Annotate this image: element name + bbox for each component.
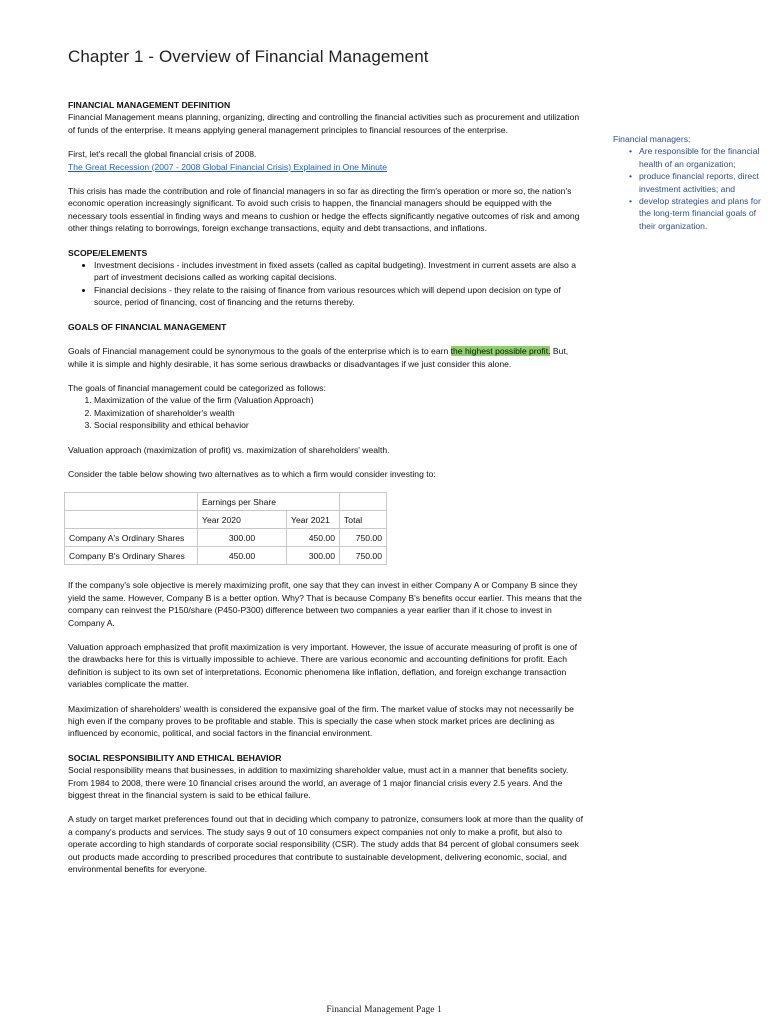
great-recession-link[interactable]: The Great Recession (2007 - 2008 Global Financial Crisis) Explained in One Minute [68,161,388,172]
row-label: Company B's Ordinary Shares [65,547,198,565]
scope-heading: SCOPE/ELEMENTS [68,247,148,258]
analysis-paragraph-3: Maximization of shareholders' wealth is considered the expansive goal of the firm. The market value of stocks may not necessarily be high even if the company proves to be profitable and stable. This is specially the case when stock market prices are declining as influenced by economic, political, and social factors in the financial environment. [68,703,574,739]
table-corner-cell [65,511,198,529]
column-header: Year 2020 [198,511,287,529]
table-cell: 750.00 [340,529,387,547]
goals-list [68,394,588,431]
highlighted-phrase: the highest possible profit. [450,346,551,357]
table-column-row [65,511,387,529]
table-cell: 450.00 [198,547,287,565]
earnings-table [64,492,387,565]
column-header: Total [340,511,387,529]
sidebar-heading: Financial managers: [613,134,691,144]
table-row [65,529,387,547]
table-header-row [65,493,387,511]
goal-item-1: 1. Maximization of the value of the firm (Valuation Approach) [94,394,588,406]
goal-item-3: 3. Social responsibility and ethical behavior [94,419,588,431]
table-corner-cell [65,493,198,511]
row-label: Company A's Ordinary Shares [65,529,198,547]
goals-list-intro: The goals of financial management could be categorized as follows: [68,382,326,393]
social-heading: SOCIAL RESPONSIBILITY AND ETHICAL BEHAVIOR [68,752,282,763]
column-header: Year 2021 [287,511,340,529]
main-content [68,99,588,887]
table-row [65,547,387,565]
table-cell: 300.00 [287,547,340,565]
page-title: Chapter 1 - Overview of Financial Management [68,47,429,66]
scope-list [68,259,588,309]
crisis-intro: First, let's recall the global financial crisis of 2008. [68,149,257,160]
crisis-text: This crisis has made the contribution and role of financial managers in so far as directing the firm's operation or more so, the nation's economic operation increasingly significant. To avoid such crisis to happen, the financial managers should be equipped with the necessary tools essential in finding ways and means to cushion or hedge the effects significantly negative outcomes of risk and among other things relating to borrowings, foreign exchange transactions, equity and debt transactions, and inflations. [68,186,580,234]
sidebar-note [613,133,763,232]
sidebar-list [613,145,763,232]
scope-item-investment: • Investment decisions - includes investment in fixed assets (called as capital budgeting). Investment in current assets are also a part of investment decisions called as working capital decisions. [94,259,588,284]
goals-text-after: But, while it is simple and highly desirable, it has some serious drawbacks or disadvantages if we just consider this alone. [68,346,569,369]
sidebar-item: • produce financial reports, direct investment activities; and [629,170,763,195]
definition-heading: FINANCIAL MANAGEMENT DEFINITION [68,100,231,110]
page-footer: Financial Management Page 1 [326,1005,442,1015]
goals-heading: GOALS OF FINANCIAL MANAGEMENT [68,321,227,332]
sidebar-item: • Are responsible for the financial health of an organization; [629,145,763,170]
valuation-title: Valuation approach (maximization of profit) vs. maximization of shareholders' wealth. [68,444,390,455]
table-empty-cell [340,493,387,511]
table-cell: 450.00 [287,529,340,547]
social-paragraph-2: A study on target market preferences found out that in deciding which company to patronize, consumers look at more than the quality of a company's products and services. The study says 9 out of 10 consumers expect companies not only to make a profit, but also to operate according to high standards of corporate social responsibility (CSR). The study adds that 84 percent of global consumers seek out products made according to prescribed procedures that contribute to sustainable development, delivering economic, social, and environmental benefits for everyone. [68,814,583,875]
scope-item-financial: • Financial decisions - they relate to the raising of finance from various resources which will depend upon decision on type of source, period of financing, cost of financing and the returns thereby. [94,284,588,309]
analysis-paragraph-2: Valuation approach emphasized that profit maximization is very important. However, the issue of accurate measuring of profit is one of the drawbacks here for this is virtually impossible to achieve. There are various economic and accounting definitions for profit. Each definition is subject to its own set of interpretations. Economic phenomena like inflation, deflation, and foreign exchange transaction variables complicate the matter. [68,641,578,690]
table-intro: Consider the table below showing two alternatives as to which a firm would consider investing to: [68,468,436,479]
goals-paragraph [68,345,588,370]
goals-text-before: Goals of Financial management could be synonymous to the goals of the enterprise which is to earn [68,346,451,357]
analysis-paragraph-1: If the company's sole objective is merely maximizing profit, one say that they can invest in either Company A or Company B since they yield the same. However, Company B is a better option. Why? That is because Company B's benefits occur earlier. This means that the company can reinvest the P150/share (P450-P300) difference between two companies a year earlier than if it chose to invest in Company A. [68,580,582,628]
sidebar-item: • develop strategies and plans for the long-term financial goals of their organization. [629,195,763,232]
table-cell: 750.00 [340,547,387,565]
social-paragraph-1: Social responsibility means that businesses, in addition to maximizing shareholder value, must act in a manner that benefits society. From 1984 to 2008, there were 10 financial crises around the world, an average of 1 major financial crisis every 2.5 years. And the biggest threat in the financial system is said to be ethical failure. [68,765,569,801]
table-cell: 300.00 [198,529,287,547]
goal-item-2: 2. Maximization of shareholder's wealth [94,407,588,419]
definition-text: Financial Management means planning, organizing, directing and controlling the financial activities such as procurement and utilization of funds of the enterprise. It means applying general management principles to financial resources of the enterprise. [68,112,580,135]
earnings-per-share-header: Earnings per Share [198,493,340,511]
